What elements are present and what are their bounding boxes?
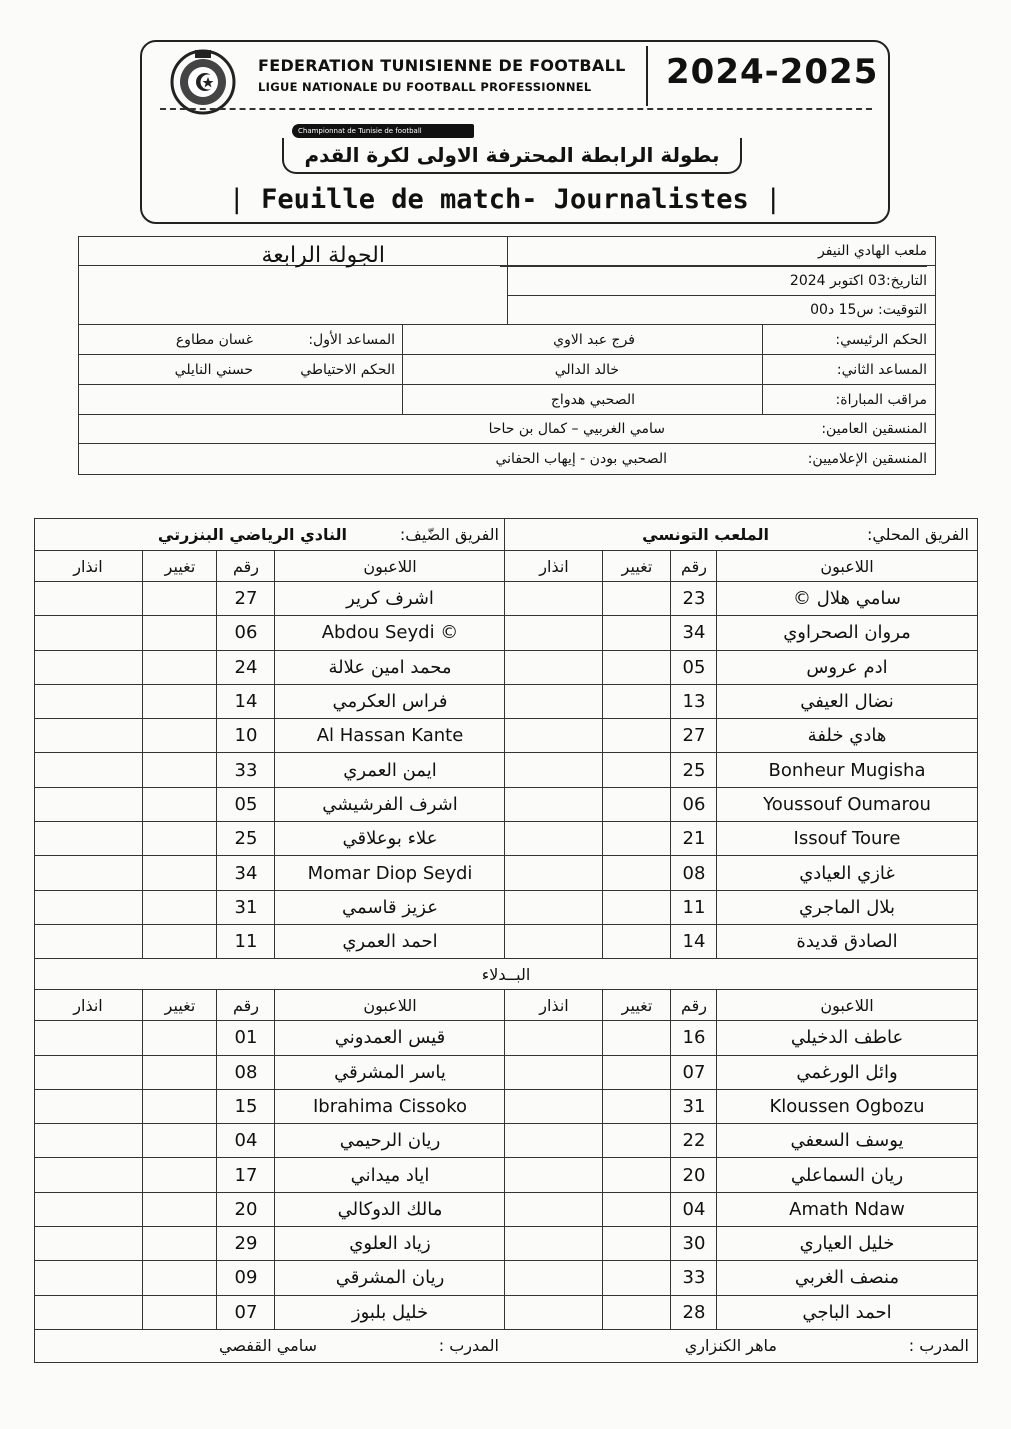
home-player-number: 30 — [682, 1233, 706, 1255]
away-change-cell — [143, 1227, 217, 1260]
home-player-number: 06 — [682, 793, 706, 815]
home-player-number: 14 — [682, 931, 706, 953]
away-warning-cell — [33, 651, 143, 684]
home-col-change: تغيير — [621, 556, 653, 576]
observer: الصحبي هدواج — [550, 391, 635, 408]
away-change-cell — [143, 822, 217, 855]
home-warning-cell — [505, 1296, 603, 1329]
away-team-name: النادي الرياضي البنزرتي — [157, 525, 347, 544]
home-player-number: 04 — [682, 1198, 706, 1220]
away-player-number: 05 — [234, 793, 258, 815]
away-player-number: 29 — [234, 1233, 258, 1255]
table-row — [35, 856, 977, 890]
home-warning-cell — [505, 1056, 603, 1089]
away-change-cell — [143, 1021, 217, 1054]
away-warning-cell — [33, 1227, 143, 1260]
home-player-name: ريان السماعلي — [790, 1164, 904, 1186]
title-bar-right: | — [765, 184, 782, 215]
home-coach: ماهر الكنزاري — [684, 1336, 777, 1356]
away-player-number: 24 — [234, 656, 258, 678]
away-player-name: اشرف الفرشيشي — [322, 793, 458, 815]
away-col-players: اللاعبون — [363, 556, 417, 576]
away-player-number: 08 — [234, 1061, 258, 1083]
assistant2-label: المساعد الثاني: — [836, 361, 927, 378]
away-change-cell — [143, 1158, 217, 1191]
away-change-cell — [143, 925, 217, 958]
table-row — [35, 651, 977, 685]
away-player-name: قيس العمدوني — [334, 1027, 446, 1049]
home-warning-cell — [505, 788, 603, 821]
reserve-referee-label: الحكم الاحتياطي — [300, 361, 395, 378]
dashed-divider — [160, 108, 872, 110]
away-warning-cell — [33, 856, 143, 889]
away-change-cell — [143, 1090, 217, 1123]
federation-logo-icon — [164, 48, 242, 116]
home-warning-cell — [505, 891, 603, 924]
home-warning-cell — [505, 925, 603, 958]
home-player-name: سامي هلال © — [793, 588, 901, 610]
away-player-name: خليل بلبوز — [351, 1301, 429, 1323]
stadium: ملعب الهادي النيفر — [817, 243, 927, 259]
away-col-number: رقم — [232, 995, 260, 1015]
away-change-cell — [143, 685, 217, 718]
assistant1-label: المساعد الأول: — [308, 331, 395, 348]
home-player-number: 13 — [682, 691, 706, 713]
away-warning-cell — [33, 1296, 143, 1329]
info-row-observer — [79, 385, 935, 415]
home-warning-cell — [505, 651, 603, 684]
home-player-name: Issouf Toure — [793, 828, 901, 850]
away-player-name: ريان الرحيمي — [339, 1130, 441, 1152]
sheet-title-text: Feuille de match- Journalistes — [261, 184, 749, 215]
home-player-name: مروان الصحراوي — [783, 622, 911, 644]
home-col-players: اللاعبون — [820, 995, 874, 1015]
info-row-media — [79, 444, 935, 474]
away-col-number: رقم — [232, 556, 260, 576]
home-change-cell — [603, 753, 671, 786]
home-warning-cell — [505, 753, 603, 786]
federation-name: FEDERATION TUNISIENNE DE FOOTBALL — [258, 56, 626, 75]
sheet-title — [142, 184, 868, 215]
media-coordinators: الصحبي بودن - إيهاب الحفاني — [495, 451, 667, 467]
away-player-name: اشرف كرير — [346, 588, 434, 610]
table-row — [35, 1021, 977, 1055]
table-row — [35, 1261, 977, 1295]
home-warning-cell — [505, 685, 603, 718]
home-player-number: 33 — [682, 1267, 706, 1289]
home-player-number: 20 — [682, 1164, 706, 1186]
subs-title-row — [35, 959, 977, 990]
away-player-number: 17 — [234, 1164, 258, 1186]
away-warning-cell — [33, 1124, 143, 1157]
table-row — [35, 1124, 977, 1158]
away-player-name: احمد العمري — [342, 931, 438, 953]
away-player-number: 27 — [234, 588, 258, 610]
away-warning-cell — [33, 616, 143, 649]
away-change-cell — [143, 1124, 217, 1157]
away-change-cell — [143, 651, 217, 684]
home-player-name: يوسف السعفي — [790, 1130, 904, 1152]
home-player-number: 21 — [682, 828, 706, 850]
home-warning-cell — [505, 1090, 603, 1123]
away-player-number: 15 — [234, 1096, 258, 1117]
home-player-number: 31 — [682, 1096, 706, 1117]
home-player-name: Kloussen Ogbozu — [769, 1096, 925, 1117]
away-player-number: 07 — [234, 1301, 258, 1323]
away-col-change: تغيير — [164, 556, 196, 576]
home-change-cell — [603, 685, 671, 718]
away-change-cell — [143, 616, 217, 649]
observer-label: مراقب المباراة: — [835, 391, 927, 408]
away-warning-cell — [33, 1193, 143, 1226]
away-col-warning: انذار — [73, 995, 103, 1015]
info-row-stadium — [79, 237, 935, 266]
away-player-name: زياد العلوي — [349, 1233, 431, 1255]
away-player-number: 04 — [234, 1130, 258, 1152]
home-player-name: احمد الباجي — [802, 1301, 892, 1323]
home-change-cell — [603, 1193, 671, 1226]
away-warning-cell — [33, 891, 143, 924]
home-player-name: ادم عروس — [806, 656, 888, 678]
header-card — [140, 40, 890, 224]
home-player-number: 11 — [682, 896, 706, 918]
home-player-name: منصف الغربي — [794, 1267, 900, 1289]
home-warning-cell — [505, 1021, 603, 1054]
home-change-cell — [603, 1227, 671, 1260]
home-player-name: بلال الماجري — [798, 896, 896, 918]
home-player-name: الصادق قديدة — [796, 931, 898, 953]
away-player-number: 10 — [234, 725, 258, 747]
home-change-cell — [603, 719, 671, 752]
home-player-number: 23 — [682, 588, 706, 610]
coordinators-label: المنسقين العامين: — [821, 421, 927, 437]
home-player-name: هادي خلفة — [807, 725, 887, 747]
away-warning-cell — [33, 788, 143, 821]
table-row — [35, 822, 977, 856]
table-row — [35, 1158, 977, 1192]
away-player-number: 33 — [234, 759, 258, 781]
away-player-name: Ibrahima Cissoko — [313, 1096, 467, 1117]
home-col-number: رقم — [680, 995, 708, 1015]
away-player-name: علاء بوعلاقي — [342, 828, 438, 850]
home-player-number: 07 — [682, 1061, 706, 1083]
home-change-cell — [603, 582, 671, 615]
table-row — [35, 1193, 977, 1227]
home-warning-cell — [505, 1124, 603, 1157]
league-title-arabic: بطولة الرابطة المحترفة الاولى لكرة القدم — [282, 138, 742, 174]
home-change-cell — [603, 1261, 671, 1294]
home-change-cell — [603, 891, 671, 924]
away-change-cell — [143, 788, 217, 821]
home-warning-cell — [505, 1158, 603, 1191]
away-warning-cell — [33, 1056, 143, 1089]
away-warning-cell — [33, 822, 143, 855]
table-row — [35, 582, 977, 616]
away-warning-cell — [33, 753, 143, 786]
home-player-number: 34 — [682, 622, 706, 644]
away-change-cell — [143, 856, 217, 889]
round-title: الجولة الرابعة — [261, 243, 385, 268]
away-player-name: ياسر المشرقي — [334, 1061, 446, 1083]
home-col-players: اللاعبون — [820, 556, 874, 576]
away-warning-cell — [33, 1021, 143, 1054]
home-player-number: 08 — [682, 862, 706, 884]
main-referee-label: الحكم الرئيسي: — [835, 331, 927, 348]
home-warning-cell — [505, 1227, 603, 1260]
home-warning-cell — [505, 719, 603, 752]
away-change-cell — [143, 582, 217, 615]
home-player-name: Youssouf Oumarou — [763, 793, 931, 815]
home-player-number: 16 — [682, 1027, 706, 1049]
home-col-warning: انذار — [539, 556, 569, 576]
championship-badge: Championnat de Tunisie de football — [292, 124, 474, 138]
away-player-name: اياد ميداني — [350, 1164, 430, 1186]
away-player-number: 20 — [234, 1198, 258, 1220]
home-change-cell — [603, 925, 671, 958]
away-coach-label: المدرب : — [438, 1336, 499, 1356]
away-player-number: 09 — [234, 1267, 258, 1289]
away-warning-cell — [33, 925, 143, 958]
away-col-warning: انذار — [73, 556, 103, 576]
home-col-change: تغيير — [621, 995, 653, 1015]
match-info-table — [78, 236, 936, 475]
home-team-name: الملعب التونسي — [642, 525, 769, 544]
home-player-number: 25 — [682, 759, 706, 781]
date: التاريخ:03 اكتوبر 2024 — [500, 266, 927, 295]
away-change-cell — [143, 719, 217, 752]
away-player-name: Al Hassan Kante — [316, 725, 464, 747]
away-player-number: 34 — [234, 862, 258, 884]
coordinators: سامي الغربيي – كمال بن حاحا — [488, 421, 665, 437]
away-col-change: تغيير — [164, 995, 196, 1015]
subs-header — [35, 990, 977, 1021]
home-warning-cell — [505, 582, 603, 615]
away-player-number: 06 — [234, 622, 258, 644]
away-change-cell — [143, 1261, 217, 1294]
away-player-number: 01 — [234, 1027, 258, 1049]
teams-row — [35, 519, 977, 551]
coach-row — [35, 1330, 977, 1362]
season: 2024-2025 — [666, 52, 879, 92]
time: التوقيت: س15 د00 — [507, 295, 935, 324]
header-divider — [646, 46, 648, 106]
away-player-number: 31 — [234, 896, 258, 918]
table-row — [35, 685, 977, 719]
away-player-name: ريان المشرقي — [335, 1267, 445, 1289]
home-coach-label: المدرب : — [908, 1336, 969, 1356]
players-table — [34, 518, 978, 1363]
home-player-number: 05 — [682, 656, 706, 678]
home-change-cell — [603, 1124, 671, 1157]
table-row — [35, 925, 977, 959]
home-player-name: نضال العيفي — [800, 691, 894, 713]
home-player-name: خليل العياري — [799, 1233, 895, 1255]
away-warning-cell — [33, 685, 143, 718]
away-change-cell — [143, 1296, 217, 1329]
away-player-name: فراس العكرمي — [332, 691, 448, 713]
away-change-cell — [143, 891, 217, 924]
home-warning-cell — [505, 1193, 603, 1226]
table-row — [35, 1090, 977, 1124]
away-warning-cell — [33, 582, 143, 615]
table-row — [35, 719, 977, 753]
league-name: LIGUE NATIONALE DU FOOTBALL PROFESSIONNEL — [258, 80, 592, 94]
home-col-number: رقم — [680, 556, 708, 576]
info-row-referee — [79, 325, 935, 355]
home-change-cell — [603, 1296, 671, 1329]
home-change-cell — [603, 1021, 671, 1054]
table-row — [35, 1227, 977, 1261]
home-player-number: 27 — [682, 725, 706, 747]
away-team-label: الفريق الضّيف: — [399, 525, 499, 544]
away-warning-cell — [33, 1158, 143, 1191]
assistant2: خالد الدالي — [554, 361, 619, 378]
home-player-name: Bonheur Mugisha — [768, 759, 926, 781]
home-player-name: غازي العيادي — [799, 862, 895, 884]
away-player-name: عزيز قاسمي — [342, 896, 438, 918]
away-col-players: اللاعبون — [363, 995, 417, 1015]
home-team-label: الفريق المحلي: — [866, 525, 969, 544]
home-change-cell — [603, 1090, 671, 1123]
home-change-cell — [603, 651, 671, 684]
away-change-cell — [143, 1193, 217, 1226]
home-player-name: وائل الورغمي — [796, 1061, 898, 1083]
away-warning-cell — [33, 1261, 143, 1294]
away-player-name: Momar Diop Seydi — [307, 862, 473, 884]
away-player-name: ايمن العمري — [343, 759, 437, 781]
home-warning-cell — [505, 616, 603, 649]
media-coordinators-label: المنسقين الإعلاميين: — [807, 451, 927, 467]
starters-header — [35, 551, 977, 582]
away-player-number: 25 — [234, 828, 258, 850]
home-player-name: Amath Ndaw — [789, 1198, 905, 1220]
home-warning-cell — [505, 822, 603, 855]
away-change-cell — [143, 753, 217, 786]
away-player-number: 11 — [234, 931, 258, 953]
table-row — [35, 891, 977, 925]
home-col-warning: انذار — [539, 995, 569, 1015]
away-player-name: محمد امين علالة — [328, 656, 452, 678]
away-coach: سامي القفصي — [219, 1336, 317, 1356]
home-player-number: 28 — [682, 1301, 706, 1323]
away-warning-cell — [33, 1090, 143, 1123]
reserve-referee: حسني النايلي — [174, 361, 253, 378]
home-player-number: 22 — [682, 1130, 706, 1152]
info-row-date — [79, 266, 935, 295]
main-referee: فرج عبد الاوي — [553, 331, 635, 348]
home-change-cell — [603, 856, 671, 889]
info-row-coordinators — [79, 415, 935, 444]
table-row — [35, 788, 977, 822]
home-warning-cell — [505, 856, 603, 889]
table-row — [35, 1296, 977, 1330]
home-warning-cell — [505, 1261, 603, 1294]
subs-title: البــدلاء — [481, 964, 531, 984]
title-bar-left: | — [228, 184, 245, 215]
away-player-name: © Abdou Seydi — [321, 622, 459, 644]
info-row-time — [79, 295, 935, 325]
home-change-cell — [603, 788, 671, 821]
assistant1: غسان مطاوع — [175, 331, 253, 348]
home-change-cell — [603, 1158, 671, 1191]
away-player-number: 14 — [234, 691, 258, 713]
away-warning-cell — [33, 719, 143, 752]
table-row — [35, 1056, 977, 1090]
home-change-cell — [603, 1056, 671, 1089]
home-player-name: عاطف الدخيلي — [790, 1027, 904, 1049]
info-row-assistant2 — [79, 355, 935, 385]
home-change-cell — [603, 822, 671, 855]
home-change-cell — [603, 616, 671, 649]
table-row — [35, 753, 977, 787]
table-row — [35, 616, 977, 650]
away-change-cell — [143, 1056, 217, 1089]
away-player-name: مالك الدوكالي — [337, 1198, 443, 1220]
